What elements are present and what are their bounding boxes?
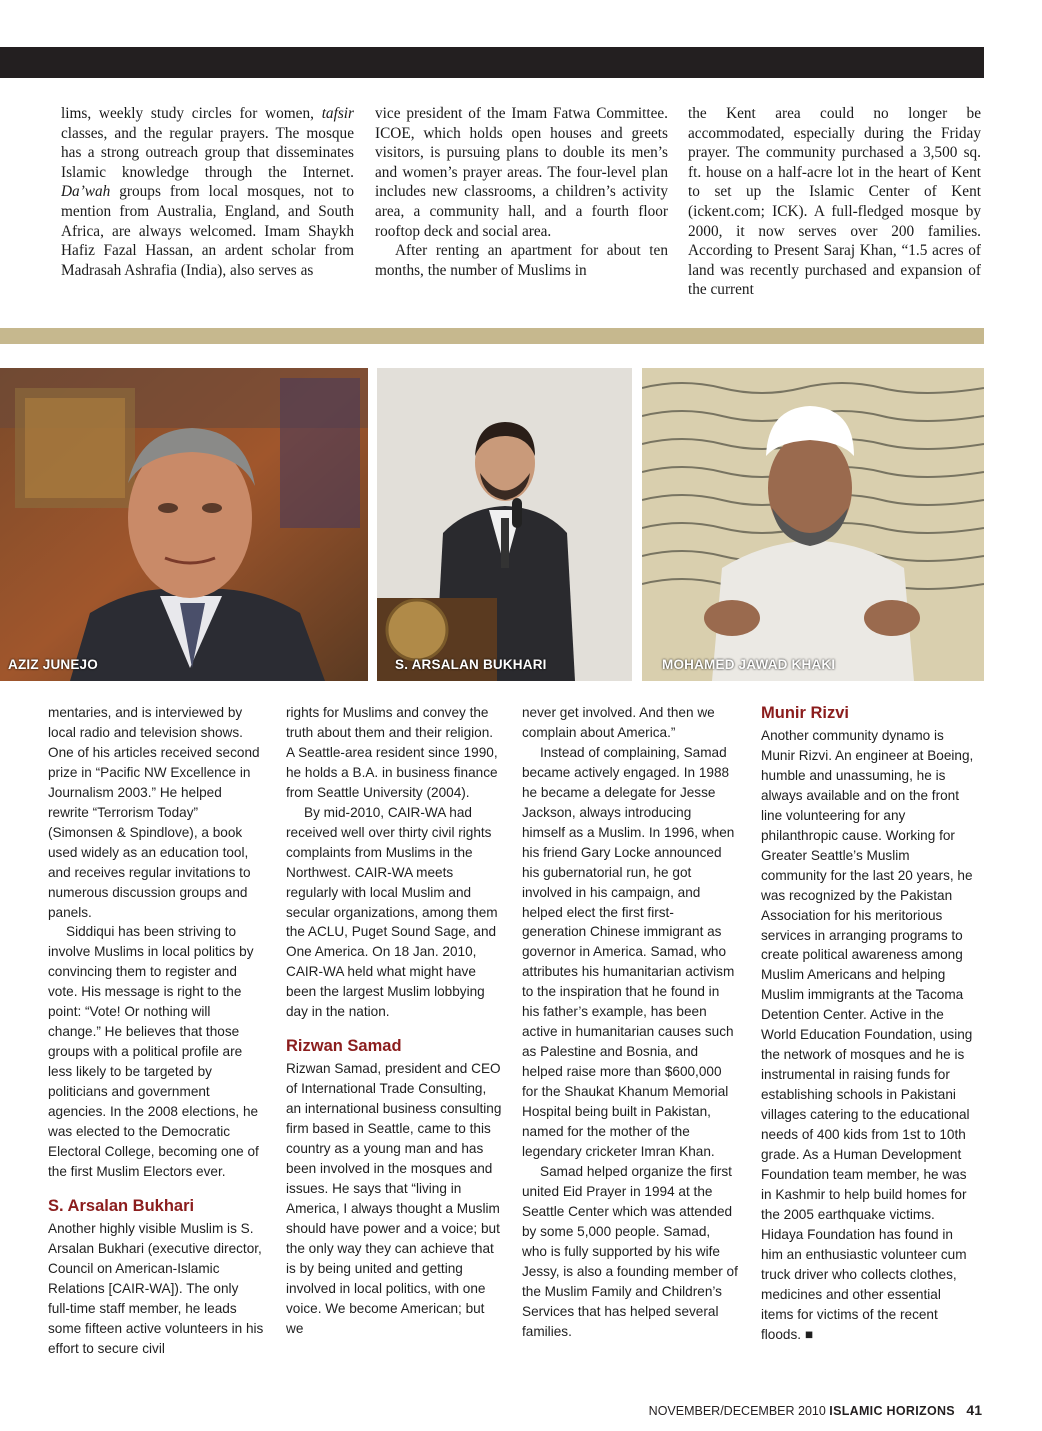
text-run: groups from local mosques, not to mention from Australia, England, and South Africa, are always welcomed. Imam Shaykh Hafiz Fazal Hassan, an ardent scholar from Madrasah Ashrafia (India), also serves as (61, 183, 354, 279)
paragraph: Another highly visible Muslim is S. Arsalan Bukhari (executive director, Council on American-Islamic Relations [CAIR-WA]). The only full-time staff member, he leads some fifteen active volunteers in his effort to secure civil (48, 1220, 264, 1356)
paragraph: rights for Muslims and convey the truth about them and their religion. A Seattle-area resident since 1990, he holds a B.A. in business finance from Seattle University (2004). (286, 705, 498, 800)
paragraph (688, 104, 981, 300)
text-run: lims, weekly study circles for women, (61, 105, 322, 122)
paragraph: Samad helped organize the first united Eid Prayer in 1994 at the Seattle Center which was attended by some 5,000 people. Samad, who is fully supported by his wife Jessy, is also a founding member of the Muslim Family and Children’s Services that has helped several families. (522, 1163, 738, 1339)
paragraph: Another community dynamo is Munir Rizvi. An engineer at Boeing, humble and unassuming, he is always available and on the front line volunteering for any philanthropic cause. Working for Greater Seattle’s Muslim community for the last 20 years, he was recognized by the Pakistan Association for his meritorious services in arranging programs to create political awareness among Muslim Americans and helping Muslim immigrants at the Tacoma Detention Center. Active in the World Education Foundation, using the network of mosques and he is instrumental in raising funds for establishing schools in Pakistani villages catering to the educational needs of 400 kids from 1st to 10th grade. As a Human Development Foundation team member, he was in Kashmir to help build homes for the 2005 earthquake victims. Hidaya Foundation has found in him an enthusiastic volunteer cum truck driver who collects clothes, medicines and other essential items for victims of the recent floods. ■ (761, 728, 974, 1342)
portrait-illustration (377, 368, 632, 681)
paragraph (375, 241, 668, 280)
paragraph: Instead of complaining, Samad became actively engaged. In 1988 he became a delegate for Jesse Jackson, always introducing himself as a Muslim. In 1996, when his friend Gary Locke announced his gubernatorial run, he got involved in his campaign, and helped elect the first first-generation Chinese immigrant as governor in America. Samad, who attributes his humanitarian activism to the inspiration that he found in his father’s example, has been active in humanitarian causes such as Palestine and Bosnia, and helped raise more than $600,000 for the Shaukat Khanum Memorial Hospital being built in Pakistan, named for the mother of the legendary cricketer Imran Khan. (522, 744, 735, 1159)
bottom-column-1 (48, 703, 264, 1363)
bottom-column-3 (522, 703, 738, 1363)
page-footer (649, 1402, 982, 1418)
text-run: vice president of the Imam Fatwa Committee. ICOE, which holds open houses and greets visitors, is pursuing plans to double its men’s and women’s prayer areas. The four-level plan includes new classrooms, a children’s activity area, a community hall, and a fourth floor rooftop deck and social area. (375, 105, 668, 240)
section-heading: S. Arsalan Bukhari (48, 1196, 195, 1215)
portrait-illustration (0, 368, 368, 681)
top-column-3 (688, 104, 981, 332)
photo-caption: S. ARSALAN BUKHARI (395, 657, 547, 672)
top-column-2 (375, 104, 668, 332)
section-heading: Munir Rizvi (761, 704, 850, 722)
section-heading: Rizwan Samad (286, 1037, 402, 1056)
portrait-illustration (642, 368, 984, 681)
paragraph: never get involved. And then we complain about America.” (522, 705, 715, 740)
header-bar (0, 47, 984, 78)
issue-date: NOVEMBER/DECEMBER 2010 (648, 1404, 826, 1418)
photo-caption: AZIZ JUNEJO (8, 657, 98, 672)
photo-aziz-junejo (0, 368, 368, 681)
divider-band (0, 328, 984, 344)
italic-term: tafsir (321, 105, 354, 122)
text-run: classes, and the regular prayers. The mosque has a strong outreach group that disseminates Islamic knowledge through the Internet. (61, 124, 354, 181)
photo-arsalan-bukhari (377, 368, 632, 681)
text-run: After renting an apartment for about ten months, the number of Muslims in (375, 242, 668, 279)
magazine-name: ISLAMIC HORIZONS (829, 1404, 955, 1418)
paragraph (375, 104, 668, 241)
page-number: 41 (966, 1402, 982, 1418)
photo-mohamed-jawad-khaki (642, 368, 984, 681)
bottom-column-2 (286, 703, 502, 1363)
paragraph: By mid-2010, CAIR-WA had received well over thirty civil rights complaints from Muslims in the Northwest. CAIR-WA meets regularly with local Muslim and secular organizations, among them the ACLU, Puget Sound Sage, and One America. On 18 Jan. 2010, CAIR-WA held what might have been the largest Muslim lobbying day in the nation. (286, 804, 498, 1020)
paragraph: mentaries, and is interviewed by local radio and television shows. One of his articles received second prize in “Pacific NW Excellence in Journalism 2003.” He helped rewrite “Terrorism Today” (Simonsen & Spindlove), a book used widely as an education tool, and receives regular invitations to numerous discussion groups and panels. (48, 705, 260, 920)
paragraph (61, 104, 354, 280)
top-column-1 (61, 104, 354, 332)
italic-term: Da’wah (61, 183, 111, 201)
bottom-column-4 (761, 703, 977, 1363)
photo-caption: MOHAMED JAWAD KHAKI (662, 657, 836, 672)
text-run: the Kent area could no longer be accommodated, especially during the Friday prayer. The community purchased a 3,500 sq. ft. house on a half-acre lot in the heart of Kent to set up the Islamic Center of Kent (ickent.com; ICK). A full-fledged mosque by 2000, it now serves over 200 families. According to Present Saraj Khan, “1.5 acres of land was recently purchased and expansion of the current (688, 105, 981, 299)
paragraph: Siddiqui has been striving to involve Muslims in local politics by convincing them to register and vote. His message is right to the point: “Vote! Or nothing will change.” He believes that those groups with a political profile are less likely to be targeted by politicians and government agencies. In the 2008 elections, he was elected to the Democratic Electoral College, becoming one of the first Muslim Electors ever. (48, 924, 259, 1179)
paragraph: Rizwan Samad, president and CEO of International Trade Consulting, an international business consulting firm based in Seattle, came to this country as a young man and has been involved in the mosques and issues. He says that “living in America, I always thought a Muslim should have power and a voice; but the only way they can achieve that is by being united and getting involved in local politics, with one voice. We become American; but we (286, 1061, 502, 1336)
